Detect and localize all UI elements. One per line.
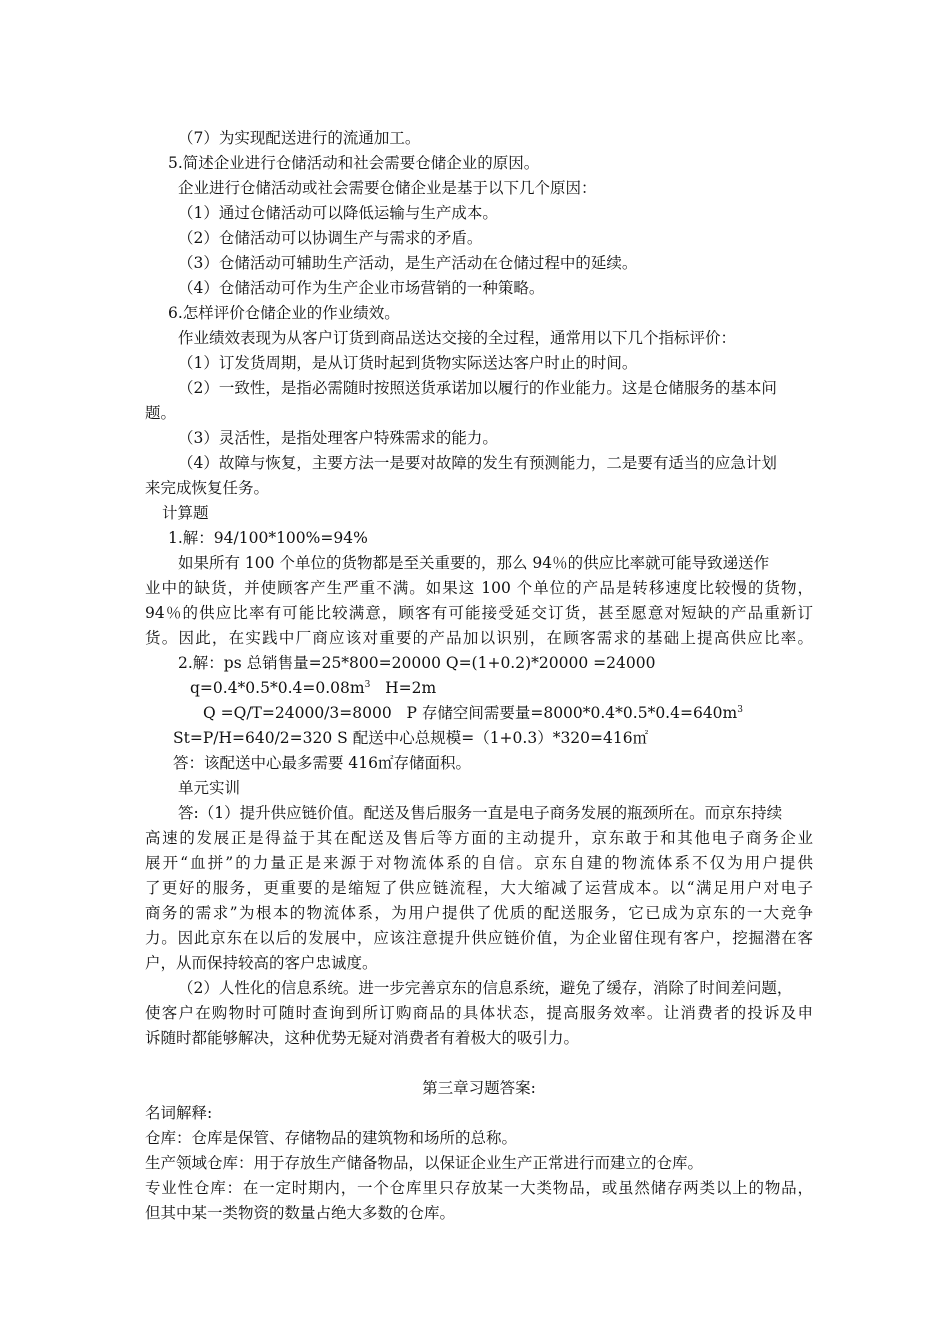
answer-intro: 企业进行仓储活动或社会需要仓储企业是基于以下几个原因： bbox=[178, 179, 597, 197]
paragraph-line: 如果所有 100 个单位的货物都是至关重要的，那么 94％的供应比率就可能导致递送作 bbox=[178, 554, 770, 572]
term-definition: 生产领域仓库：用于存放生产储备物品，以保证企业生产正常进行而建立的仓库。 bbox=[145, 1154, 704, 1172]
list-item: （2）仓储活动可以协调生产与需求的矛盾。 bbox=[178, 229, 483, 247]
paragraph-line: 答:（1）提升供应链价值。配送及售后服务一直是电子商务发展的瓶颈所在。而京东持续 bbox=[178, 804, 783, 822]
list-item-continued: 来完成恢复任务。 bbox=[145, 479, 270, 497]
list-item: （2）一致性，是指必需随时按照送货承诺加以履行的作业能力。这是仓储服务的基本问 bbox=[178, 379, 777, 397]
paragraph-line: （2）人性化的信息系统。进一步完善京东的信息系统，避免了缓存，消除了时间差问题， bbox=[178, 979, 793, 997]
term-definition-continued: 但其中某一类物资的数量占绝大多数的仓库。 bbox=[145, 1204, 456, 1222]
formula-text: q=0.4*0.5*0.4=0.08m bbox=[190, 679, 365, 697]
superscript: 3 bbox=[364, 679, 371, 690]
list-item: （3）仓储活动可辅助生产活动，是生产活动在仓储过程中的延续。 bbox=[178, 254, 638, 272]
list-item: （4）故障与恢复，主要方法一是要对故障的发生有预测能力，二是要有适当的应急计划 bbox=[178, 454, 777, 472]
list-item-continued: 题。 bbox=[145, 404, 177, 422]
answer-intro: 作业绩效表现为从客户订货到商品送达交接的全过程，通常用以下几个指标评价： bbox=[178, 329, 737, 347]
paragraph-line: 诉随时都能够解决，这种优势无疑对消费者有着极大的吸引力。 bbox=[145, 1029, 580, 1047]
question-6: 6.怎样评价仓储企业的作业绩效。 bbox=[168, 304, 400, 322]
solution-1: 1.解：94/100*100%=94% bbox=[168, 529, 368, 547]
question-5: 5.简述企业进行仓储活动和社会需要仓储企业的原因。 bbox=[168, 154, 540, 172]
list-item: （1）订发货周期，是从订货时起到货物实际送达客户时止的时间。 bbox=[178, 354, 638, 372]
section-title-calculation: 计算题 bbox=[162, 504, 209, 522]
solution-2: 2.解：ps 总销售量=25*800=20000 Q=(1+0.2)*20000 =24000 bbox=[178, 654, 656, 672]
list-item: （1）通过仓储活动可以降低运输与生产成本。 bbox=[178, 204, 498, 222]
formula-line bbox=[190, 678, 436, 698]
paragraph-line: 户，从而保持较高的客户忠诚度。 bbox=[145, 954, 378, 972]
formula-line bbox=[203, 703, 743, 723]
term-definition: 专业性仓库：在一定时期内，一个仓库里只存放某一大类物品，或虽然储存两类以上的物品， bbox=[145, 1179, 813, 1197]
terms-title: 名词解释: bbox=[145, 1104, 213, 1122]
paragraph-line: 货。因此，在实践中厂商应该对重要的产品加以识别，在顾客需求的基础上提高供应比率。 bbox=[145, 629, 813, 647]
formula-text: H=2m bbox=[370, 679, 437, 697]
answer-line: 答：该配送中心最多需要 416㎡存储面积。 bbox=[173, 754, 472, 772]
paragraph-line: 94％的供应比率有可能比较满意，顾客有可能接受延交订货，甚至愿意对短缺的产品重新订 bbox=[145, 604, 813, 622]
term-definition: 仓库：仓库是保管、存储物品的建筑物和场所的总称。 bbox=[145, 1129, 518, 1147]
paragraph-line: 使客户在购物时可随时查询到所订购商品的具体状态，提高服务效率。让消费者的投诉及申 bbox=[145, 1004, 813, 1022]
paragraph-line: 高速的发展正是得益于其在配送及售后等方面的主动提升，京东敢于和其他电子商务企业 bbox=[145, 829, 813, 847]
chapter-heading: 第三章习题答案: bbox=[422, 1079, 536, 1097]
paragraph-line: 展开“血拼”的力量正是来源于对物流体系的自信。京东自建的物流体系不仅为用户提供 bbox=[145, 854, 813, 872]
formula-text: Q =Q/T=24000/3=8000 P 存储空间需要量=8000*0.4*0.5*0.4=640m bbox=[203, 704, 738, 722]
paragraph-line: 了更好的服务，更重要的是缩短了供应链流程，大大缩减了运营成本。以“满足用户对电子 bbox=[145, 879, 813, 897]
section-title-training: 单元实训 bbox=[178, 779, 241, 797]
paragraph-line: 力。因此京东在以后的发展中，应该注意提升供应链价值，为企业留住现有客户，挖掘潜在客 bbox=[145, 929, 813, 947]
superscript: 3 bbox=[737, 704, 743, 715]
paragraph-line: 业中的缺货，并使顾客产生严重不满。如果这 100 个单位的产品是转移速度比较慢的货物， bbox=[145, 579, 813, 597]
list-item: （3）灵活性，是指处理客户特殊需求的能力。 bbox=[178, 429, 498, 447]
paragraph-line: 商务的需求”为根本的物流体系，为用户提供了优质的配送服务，它已成为京东的一大竞争 bbox=[145, 904, 813, 922]
list-item: （4）仓储活动可作为生产企业市场营销的一种策略。 bbox=[178, 279, 545, 297]
formula-line: St=P/H=640/2=320 S 配送中心总规模=（1+0.3）*320=416㎡ bbox=[173, 729, 649, 747]
list-item: （7）为实现配送进行的流通加工。 bbox=[178, 129, 421, 147]
